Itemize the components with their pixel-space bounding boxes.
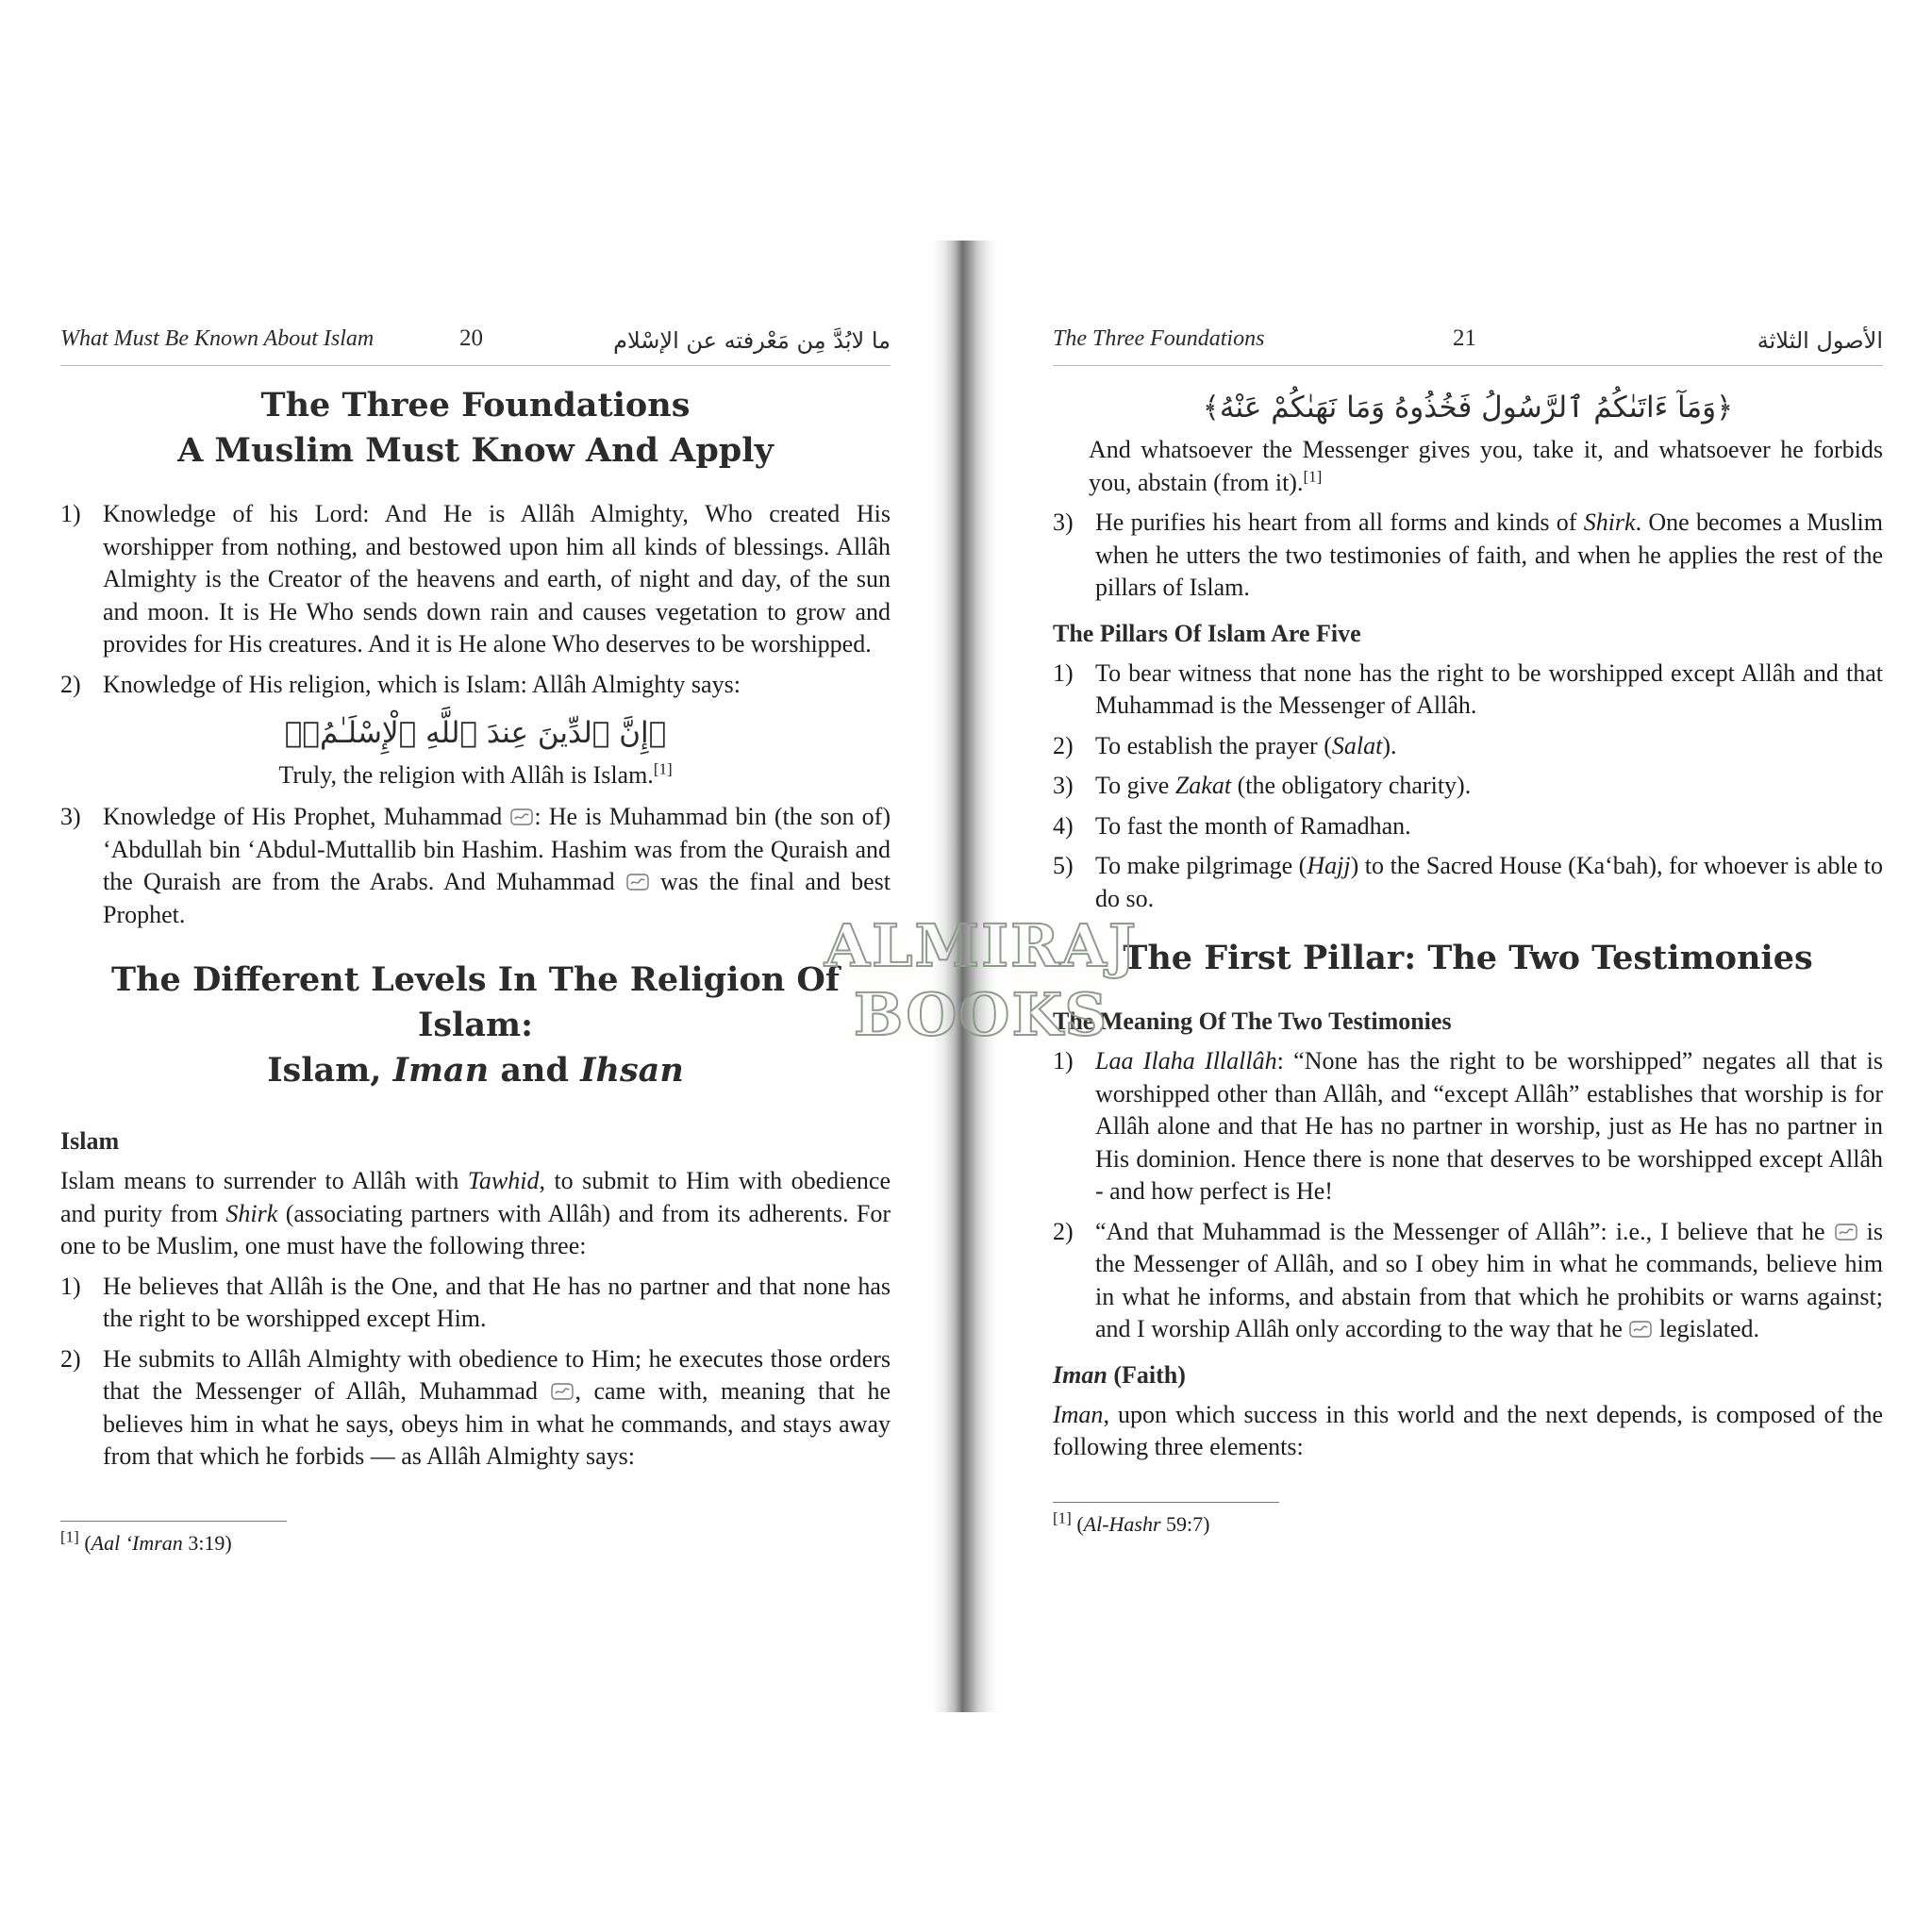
item-text: , came with, meaning that he believes him in what he says, obeys him in what he commands, and stays away from that which he forbids — as Allâh Almighty says: — [103, 1377, 891, 1470]
translation-text: And whatsoever the Messenger gives you, take it, and whatsoever he forbids you, abstain (from it). — [1089, 436, 1883, 496]
salutation-icon — [625, 872, 650, 892]
list-item — [60, 669, 891, 702]
footnote: [1] (Al-Hashr 59:7) — [1053, 1508, 1210, 1536]
item-number: 3) — [1053, 508, 1074, 536]
foundations-list-cont — [60, 801, 891, 931]
item-text: To fast the month of Ramadhan. — [1095, 811, 1411, 840]
list-item — [60, 1271, 891, 1336]
title-line-2: A Muslim Must Know And Apply — [177, 431, 774, 470]
section-title — [60, 958, 891, 1093]
para-text: (associating partners with Allâh) and from its adherents. For one to be Muslim, one must have the following three: — [60, 1199, 891, 1259]
salutation-icon — [1628, 1319, 1653, 1340]
list-item — [1053, 1216, 1883, 1346]
first-pillar-title-text: The First Pillar: The Two Testimonies — [1123, 939, 1813, 977]
conditions-list-cont — [1053, 507, 1883, 605]
para-italic: Iman — [1053, 1400, 1104, 1428]
item-number: 5) — [1053, 852, 1074, 879]
running-arabic-title: ما لابُدَّ مِن مَعْرفته عن الإسْلام — [613, 327, 891, 354]
item-text: : “None has the right to be worshipped” negates all that is worshipped other than Allâh, and “except Allâh” establishes that worship is for Allâh alone and that He has no partner in worship, just as He has no partner in His dominion. Hence there is none that deserves to be worshipped except Allâh - and how perfect is He! — [1095, 1047, 1883, 1205]
item-text: Knowledge of his Lord: And He is Allâh Almighty, Who created His worshipper from nothing, and bestowed upon him all kinds of blessings. Allâh Almighty is the Creator of the heavens and earth, of night and day, of the sun and moon. It is He Who sends down rain and causes vegetation to grow and provides for His creatures. And it is He alone Who deserves to be worshipped. — [103, 500, 891, 658]
book-gutter — [932, 241, 998, 1712]
item-text: ) to the Sacred House (Ka‘bah), for whoever is able to do so. — [1095, 852, 1883, 912]
item-italic: Zakat — [1174, 772, 1232, 799]
item-text: He submits to Allâh Almighty with obedience to Him; he executes those orders that the Messenger of Allâh, Muhammad — [103, 1344, 891, 1405]
heading-text: (Faith) — [1107, 1360, 1186, 1389]
item-italic: Laa Ilaha Illallâh — [1095, 1047, 1277, 1074]
list-item — [1053, 810, 1883, 843]
list-item — [1053, 507, 1883, 605]
quran-verse-arabic: ﴿إِنَّ ٱلدِّينَ عِندَ ٱللَّهِ ٱلْإِسْلَـٰمُۗ﴾ — [284, 716, 667, 750]
footnote-verse: 3:19) — [182, 1530, 232, 1555]
item-text: Knowledge of His Prophet, Muhammad — [103, 803, 503, 830]
page-number: 20 — [459, 325, 483, 351]
running-title: The Three Foundations — [1053, 326, 1265, 351]
islam-heading: Islam — [60, 1127, 120, 1155]
translation-text: Truly, the religion with Allâh is Islam. — [278, 761, 654, 789]
item-number: 2) — [60, 670, 81, 698]
item-text: He purifies his heart from all forms and kinds of — [1095, 508, 1584, 536]
para-text: , to submit to Him with obedience and purity from — [60, 1167, 891, 1227]
title-part: Islam, — [267, 1051, 393, 1090]
footnote-surah: Aal ‘Imran — [91, 1530, 183, 1555]
meaning-heading: The Meaning Of The Two Testimonies — [1053, 1008, 1452, 1035]
item-text: To establish the prayer ( — [1095, 731, 1332, 759]
list-item — [60, 1343, 891, 1474]
item-italic: Hajj — [1307, 852, 1351, 879]
muslim-conditions-list — [60, 1271, 891, 1474]
para-text: Islam means to surrender to Allâh with — [60, 1167, 468, 1194]
list-item — [1053, 850, 1883, 915]
page-number: 21 — [1453, 325, 1476, 351]
running-arabic-title: الأصول الثلاثة — [1757, 327, 1883, 354]
para-italic: Shirk — [225, 1199, 278, 1227]
item-text: To bear witness that none has the right to be worshipped except Allâh and that Muhammad is the Messenger of Allâh. — [1095, 658, 1883, 719]
footnote-verse: 59:7) — [1160, 1511, 1210, 1536]
item-italic: Salat — [1331, 731, 1383, 759]
item-number: 1) — [1053, 658, 1074, 687]
item-text: . One becomes a Muslim when he utters the two testimonies of faith, and when he applies the rest of the pillars of Islam. — [1095, 508, 1883, 601]
footnote-divider — [60, 1521, 287, 1522]
section-title-line-1: The Different Levels In The Religion Of Islam: — [111, 960, 840, 1044]
item-number: 2) — [1053, 1217, 1074, 1245]
item-text: (the obligatory charity). — [1231, 772, 1472, 799]
footnote-marker: [1] — [653, 759, 673, 778]
list-item — [1053, 730, 1883, 763]
item-text: legislated. — [1653, 1315, 1760, 1342]
iman-paragraph — [1053, 1399, 1883, 1464]
item-text: To make pilgrimage ( — [1095, 852, 1307, 879]
item-number: 3) — [1053, 772, 1074, 799]
footnote: [1] (Aal ‘Imran 3:19) — [60, 1527, 232, 1555]
list-item — [1053, 770, 1883, 803]
item-text: “And that Muhammad is the Messenger of Allâh”: i.e., I believe that he — [1095, 1217, 1825, 1245]
footnote-divider — [1053, 1502, 1279, 1503]
islam-paragraph — [60, 1165, 891, 1263]
item-text: : He is Muhammad bin (the son of) ‘Abdullah bin ‘Abdul-Muttallib bin Hashim. Hashim was from the Quraish and the Quraish are from the Arabs. And Muhammad — [103, 803, 891, 895]
pillars-list — [1053, 658, 1883, 916]
salutation-icon — [1834, 1222, 1858, 1242]
verse-translation — [60, 759, 891, 791]
page-title — [60, 383, 891, 474]
item-italic: Shirk — [1583, 508, 1636, 536]
verse-translation — [1053, 434, 1883, 499]
item-text: To give — [1095, 772, 1175, 799]
section-title-line-2 — [60, 1048, 891, 1093]
running-head-left — [60, 316, 891, 366]
footnote-surah: Al-Hashr — [1083, 1511, 1161, 1536]
item-number: 2) — [1053, 731, 1074, 759]
testimonies-list — [1053, 1045, 1883, 1346]
right-page — [1053, 316, 1883, 1539]
item-number: 1) — [60, 500, 81, 527]
first-pillar-title — [1053, 936, 1883, 981]
iman-heading — [1053, 1359, 1883, 1391]
item-text: is the Messenger of Allâh, and so I obey him in what he commands, believe him in what he informs, and abstain from that which he prohibits or warns against; and I worship Allâh only according to the way that he — [1095, 1217, 1884, 1342]
running-title: What Must Be Known About Islam — [60, 326, 375, 351]
list-item — [1053, 658, 1883, 723]
title-line-1: The Three Foundations — [260, 386, 691, 425]
list-item — [60, 498, 891, 661]
pillars-heading: The Pillars Of Islam Are Five — [1053, 619, 1361, 647]
item-number: 2) — [60, 1344, 81, 1373]
left-page — [60, 316, 891, 1557]
list-item — [60, 801, 891, 931]
item-number: 1) — [60, 1272, 81, 1300]
item-text: Knowledge of His religion, which is Islam: Allâh Almighty says: — [103, 670, 741, 698]
item-text: ). — [1382, 731, 1397, 759]
item-text: He believes that Allâh is the One, and that He has no partner and that none has the right to be worshipped except Him. — [103, 1272, 891, 1332]
title-part: and — [489, 1051, 581, 1090]
footnote-number: [1] — [1053, 1508, 1072, 1527]
footnote-marker: [1] — [1303, 466, 1323, 485]
item-number: 1) — [1053, 1047, 1074, 1074]
item-number: 3) — [60, 803, 81, 830]
list-item — [1053, 1045, 1883, 1208]
running-head-right — [1053, 316, 1883, 366]
item-text: was the final and best Prophet. — [103, 868, 891, 928]
footnote-number: [1] — [60, 1527, 79, 1546]
foundations-list — [60, 498, 891, 701]
title-part-italic: Iman — [392, 1051, 490, 1090]
salutation-icon — [550, 1381, 575, 1402]
quran-verse-arabic: ﴿وَمَآ ءَاتَىٰكُمُ ٱلرَّسُولُ فَخُذُوهُ وَمَا نَهَىٰكُمْ عَنْهُ﴾ — [1202, 391, 1734, 425]
para-italic: Tawhid — [467, 1167, 540, 1194]
item-number: 4) — [1053, 811, 1074, 840]
heading-italic: Iman — [1053, 1360, 1108, 1389]
title-part-italic: Ihsan — [580, 1051, 684, 1090]
para-text: , upon which success in this world and the next depends, is composed of the following three elements: — [1053, 1400, 1883, 1460]
salutation-icon — [509, 807, 534, 827]
